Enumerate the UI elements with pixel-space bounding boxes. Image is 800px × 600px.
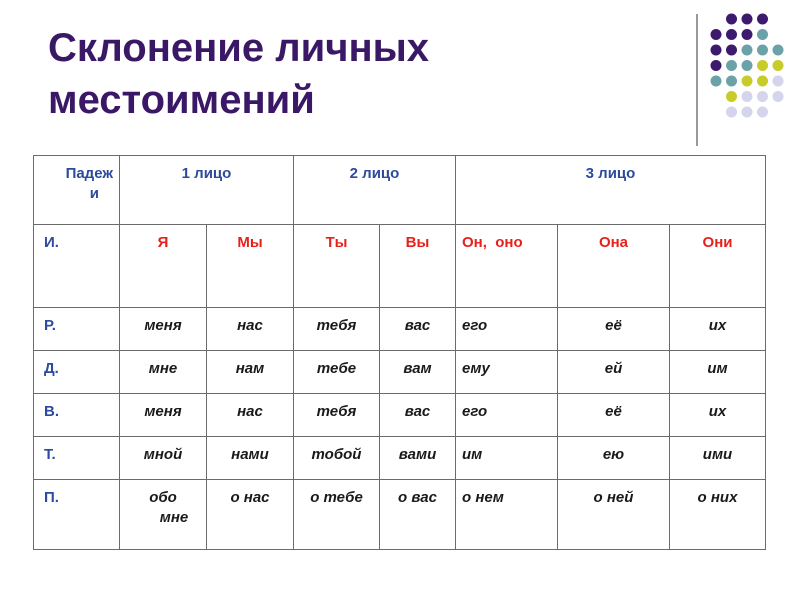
pronoun-cell: о тебе <box>294 480 380 550</box>
pronoun-cell: её <box>558 394 670 437</box>
pronoun-cell: о вас <box>380 480 456 550</box>
decorative-dot <box>726 107 737 118</box>
pronoun-cell: тебе <box>294 351 380 394</box>
decorative-dot <box>773 60 784 71</box>
decorative-dot <box>726 29 737 40</box>
pronoun-cell: их <box>670 308 766 351</box>
decorative-dot <box>773 45 784 56</box>
pronoun-cell: вас <box>380 308 456 351</box>
decorative-dot <box>757 29 768 40</box>
case-label: П. <box>34 480 120 550</box>
case-label: В. <box>34 394 120 437</box>
pronoun-cell: вами <box>380 437 456 480</box>
header-person-1: 1 лицо <box>120 156 294 225</box>
pronoun-cell: меня <box>120 308 207 351</box>
pronoun-cell: её <box>558 308 670 351</box>
header-person-2: 2 лицо <box>294 156 456 225</box>
decorative-dot <box>711 45 722 56</box>
pronoun-cell: о них <box>670 480 766 550</box>
decorative-dot <box>757 14 768 25</box>
pronoun-cell: вас <box>380 394 456 437</box>
decorative-dot <box>757 91 768 102</box>
pronoun-cell: обо мне <box>120 480 207 550</box>
pronoun-cell: нас <box>207 308 294 351</box>
table-row <box>34 437 766 480</box>
case-label: И. <box>34 225 120 308</box>
decorative-dot <box>711 60 722 71</box>
decorative-dot <box>711 29 722 40</box>
table-row <box>34 394 766 437</box>
pronoun-cell: Я <box>120 225 207 308</box>
table-row <box>34 480 766 550</box>
pronoun-cell: нам <box>207 351 294 394</box>
decorative-dot <box>726 14 737 25</box>
case-label: Д. <box>34 351 120 394</box>
pronoun-cell: его <box>456 394 558 437</box>
pronoun-cell: ими <box>670 437 766 480</box>
decorative-dot <box>742 76 753 87</box>
header-person-3: 3 лицо <box>456 156 766 225</box>
decorative-dot <box>742 60 753 71</box>
pronoun-cell: нами <box>207 437 294 480</box>
decorative-dot <box>742 29 753 40</box>
slide-title <box>48 22 429 126</box>
table-row <box>34 225 766 308</box>
pronoun-cell: о ней <box>558 480 670 550</box>
title-line-2: местоимений <box>48 78 315 122</box>
pronoun-cell: о нас <box>207 480 294 550</box>
pronoun-cell: Мы <box>207 225 294 308</box>
pronoun-cell: тебя <box>294 308 380 351</box>
pronoun-cell: ему <box>456 351 558 394</box>
table-row <box>34 308 766 351</box>
decorative-dot <box>726 76 737 87</box>
pronoun-cell: тобой <box>294 437 380 480</box>
decorative-dot <box>757 60 768 71</box>
pronoun-cell: вам <box>380 351 456 394</box>
decorative-dot <box>726 91 737 102</box>
header-row <box>34 156 766 225</box>
dot-pattern <box>711 14 784 118</box>
pronoun-cell: их <box>670 394 766 437</box>
decorative-dot <box>757 107 768 118</box>
pronoun-cell: Он, оно <box>456 225 558 308</box>
pronoun-cell: нас <box>207 394 294 437</box>
decorative-dot <box>711 76 722 87</box>
pronoun-cell: им <box>670 351 766 394</box>
pronoun-cell: мне <box>120 351 207 394</box>
decorative-dot <box>773 76 784 87</box>
pronoun-cell: Она <box>558 225 670 308</box>
case-label: Т. <box>34 437 120 480</box>
case-label: Р. <box>34 308 120 351</box>
pronoun-cell: тебя <box>294 394 380 437</box>
pronoun-cell: ею <box>558 437 670 480</box>
pronoun-cell: меня <box>120 394 207 437</box>
decorative-dot <box>773 91 784 102</box>
pronoun-cell: Они <box>670 225 766 308</box>
header-case: Падеж и <box>34 156 120 225</box>
title-line-1: Склонение личных <box>48 26 430 70</box>
pronoun-cell: его <box>456 308 558 351</box>
pronoun-cell: им <box>456 437 558 480</box>
decorative-dot <box>726 45 737 56</box>
decorative-dot <box>757 76 768 87</box>
pronoun-cell: Вы <box>380 225 456 308</box>
decorative-dot <box>757 45 768 56</box>
decorative-dot <box>742 91 753 102</box>
decorative-dot <box>742 14 753 25</box>
pronoun-cell: мной <box>120 437 207 480</box>
table-row <box>34 351 766 394</box>
pronoun-cell: о нем <box>456 480 558 550</box>
pronoun-declension-table <box>33 155 766 550</box>
pronoun-cell: ей <box>558 351 670 394</box>
decorative-dot <box>726 60 737 71</box>
pronoun-cell: Ты <box>294 225 380 308</box>
decorative-dot <box>742 107 753 118</box>
decorative-dot <box>742 45 753 56</box>
